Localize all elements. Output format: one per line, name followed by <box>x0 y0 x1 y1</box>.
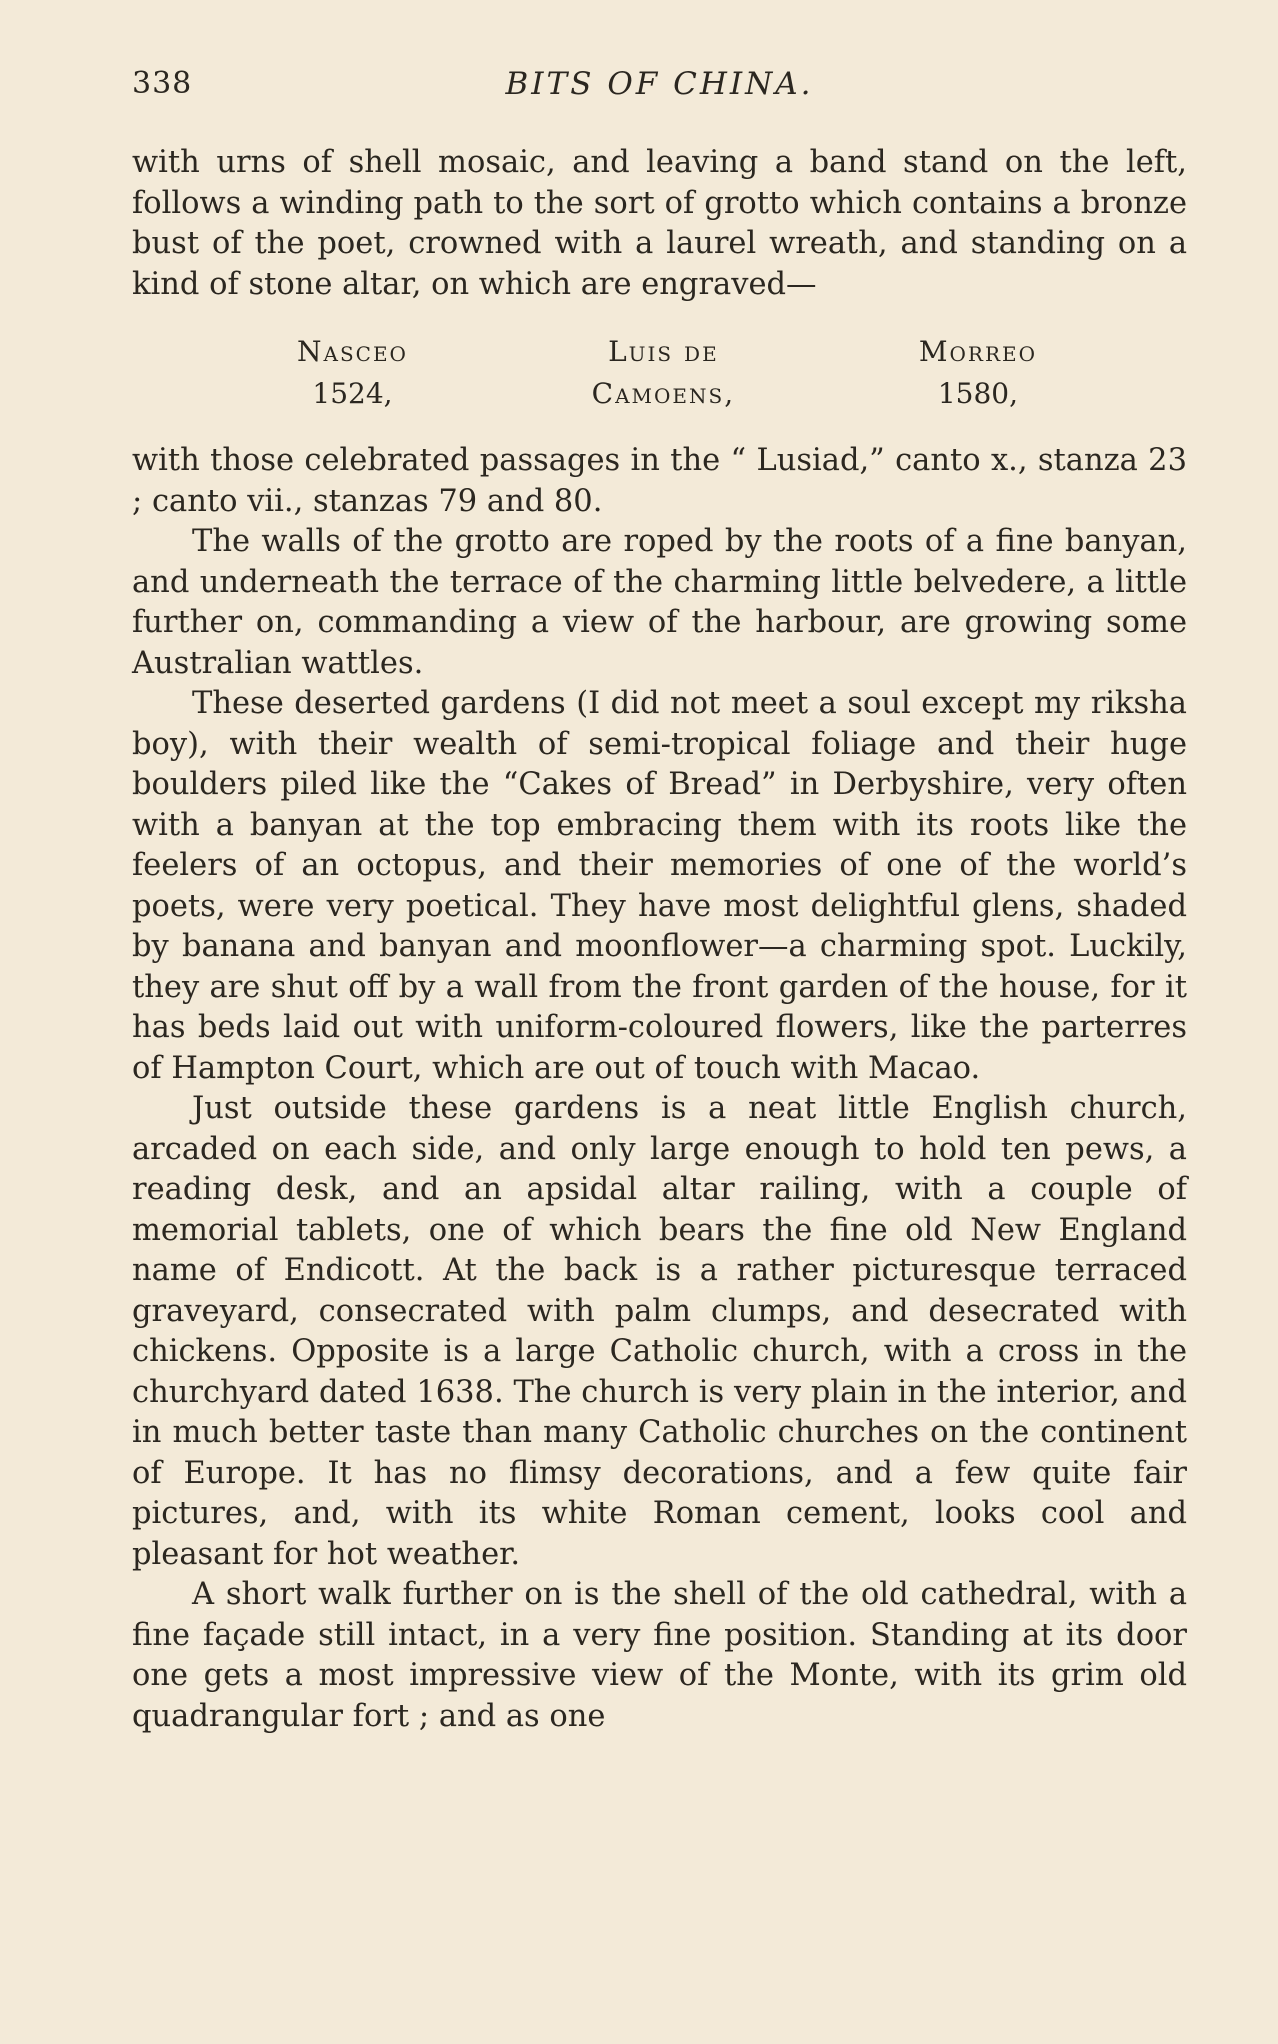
inscription <box>132 331 1187 415</box>
paragraph-3: The walls of the grotto are roped by the roots of a fine banyan, and underneath the terrace of the charming little belvedere, a little further on, commanding a view of the harbour, are growing some Australian wattles. <box>132 524 1187 681</box>
page-header <box>132 66 1187 110</box>
body-text <box>132 143 1187 1737</box>
inscription-name-line1: Luis de <box>608 335 719 368</box>
inscription-column-born <box>297 331 408 415</box>
inscription-born-label: Nasceo <box>297 335 408 368</box>
paragraph-5: Just outside these gardens is a neat little English church, arcaded on each side, and only large enough to hold ten pews, a reading desk, and an apsidal altar railing, with a couple of memorial tablets, one of which bears the fine old New England name of Endicott. At the back is a rather picturesque terraced graveyard, consecrated with palm clumps, and desecrated with chickens. Opposite is a large Catholic church, with a cross in the churchyard dated 1638. The church is very plain in the interior, and in much better taste than many Catholic churches on the continent of Europe. It has no flimsy decorations, and a few quite fair pictures, and, with its white Roman cement, looks cool and pleasant for hot weather. <box>132 1091 1187 1572</box>
inscription-column-name <box>592 331 735 415</box>
running-title: BITS OF CHINA. <box>505 66 814 102</box>
inscription-name-line2: Camoens, <box>591 377 736 410</box>
page-number: 338 <box>132 66 193 101</box>
inscription-born-year: 1524, <box>312 377 393 410</box>
paragraph-4: These deserted gardens (I did not meet a soul except my riksha boy), with their wealth of semi-tropical foliage and their huge boulders piled like the “Cakes of Bread” in Derbyshire, very often with a banyan at the top embracing them with its roots like the feelers of an octopus, and their memories of one of the world’s poets, were very poetical. They have most delightful glens, shaded by banana and banyan and moonflower—a charming spot. Luckily, they are shut off by a wall from the front garden of the house, for it has beds laid out with uniform-coloured flowers, like the parterres of Hampton Court, which are out of touch with Macao. <box>132 686 1187 1086</box>
paragraph-2: with those celebrated passages in the “ Lusiad,” canto x., stanza 23 ; canto vii., stanzas 79 and 80. <box>132 443 1187 519</box>
inscription-column-died <box>919 331 1037 415</box>
paragraph-1: with urns of shell mosaic, and leaving a band stand on the left, follows a winding path to the sort of grotto which contains a bronze bust of the poet, crowned with a laurel wreath, and standing on a kind of stone altar, on which are engraved— <box>132 145 1187 302</box>
inscription-died-label: Morreo <box>918 335 1037 368</box>
inscription-died-year: 1580, <box>937 377 1018 410</box>
paragraph-6: A short walk further on is the shell of the old cathedral, with a fine façade still intact, in a very fine position. Standing at its door one gets a most impressive view of the Monte, with its grim old quadrangular fort ; and as one <box>132 1577 1187 1734</box>
